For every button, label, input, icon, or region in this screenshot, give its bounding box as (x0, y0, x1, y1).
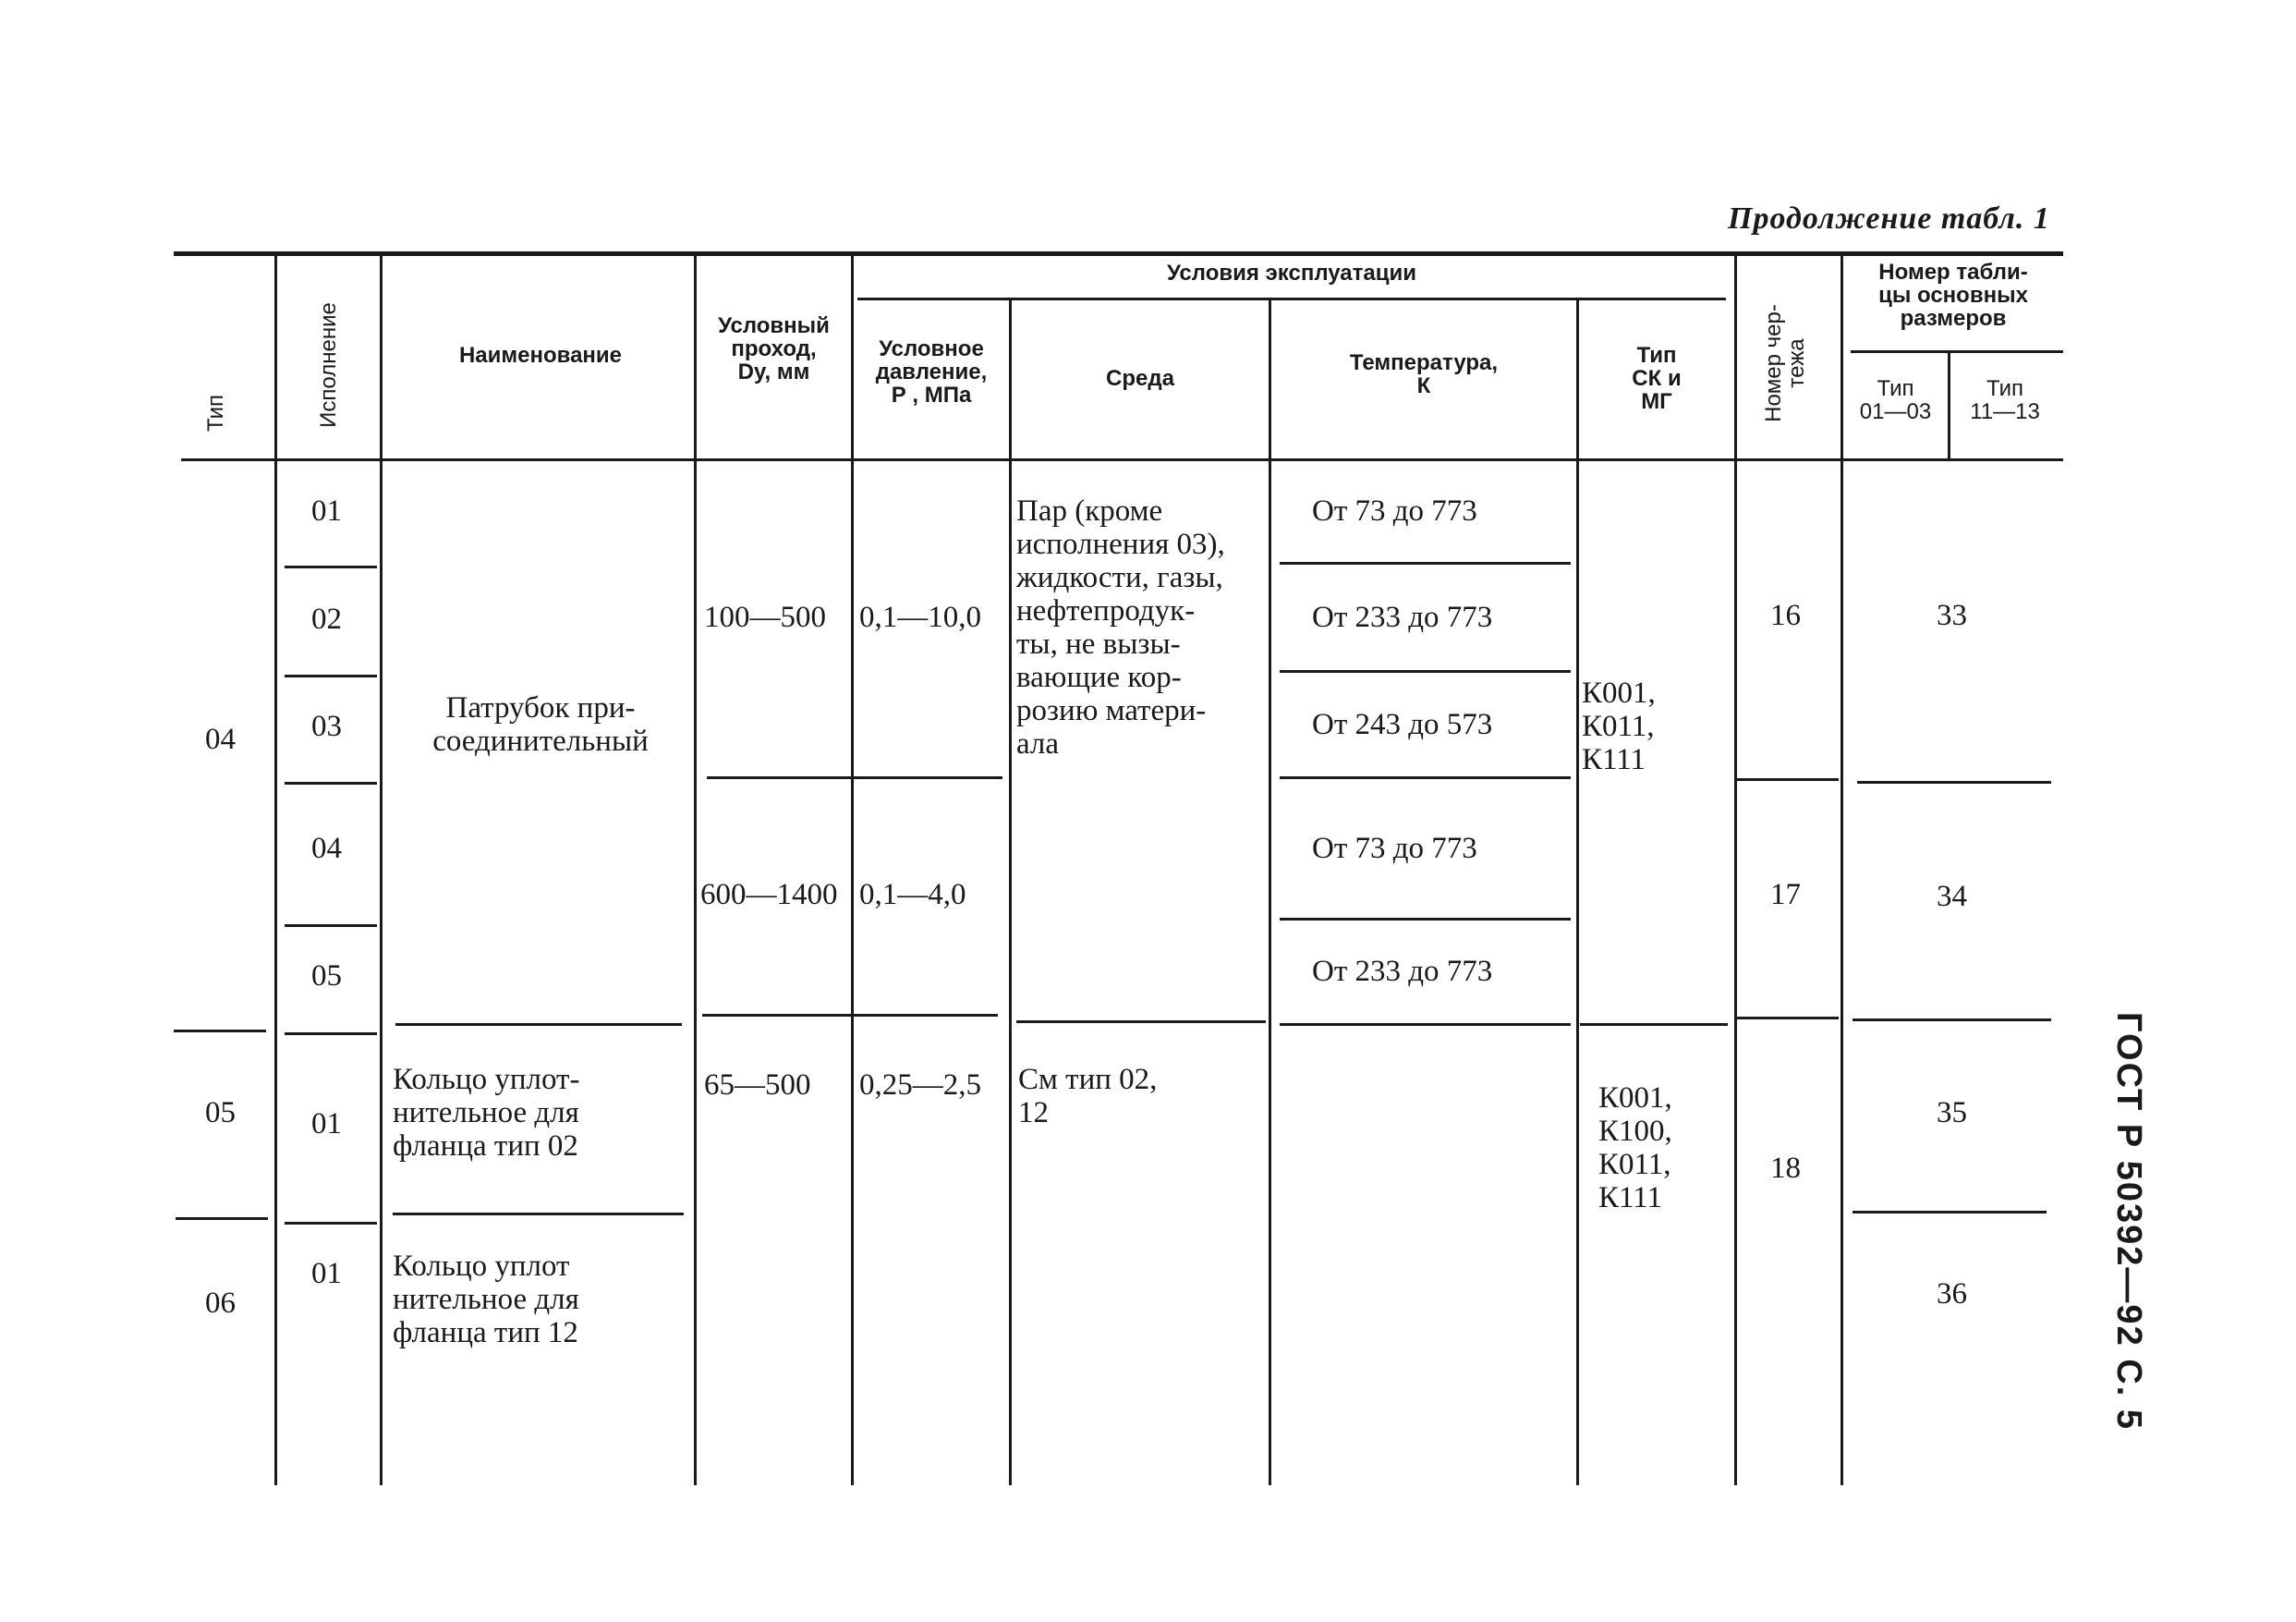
cell-p-2: 0,1—4,0 (859, 878, 966, 911)
header-dy-line-1: Условный (718, 313, 830, 338)
header-temperatura (1271, 351, 1576, 397)
col-line-8 (1734, 256, 1737, 1485)
cell-chert-16: 16 (1770, 599, 1801, 632)
col-line-9 (1840, 256, 1843, 1485)
isp-sep-2 (285, 675, 377, 677)
header-tip0103-line-1: Тип (1877, 376, 1914, 401)
header-sk-line-3: МГ (1641, 389, 1672, 414)
cell-isp-05-01: 01 (311, 1107, 342, 1140)
header-p-line-3: Р , МПа (891, 383, 972, 408)
type-sep-04-05 (174, 1030, 266, 1032)
header-tip0103-line-2: 01—03 (1859, 399, 1932, 424)
header-tip1113-line-2: 11—13 (1970, 399, 2040, 424)
header-bottom-border (181, 458, 2063, 461)
header-dy-line-2: проход, (731, 336, 817, 361)
col-line-2 (380, 256, 383, 1485)
tab-sep-1 (1857, 781, 2051, 784)
header-dy-line-3: Dу, мм (737, 360, 810, 384)
header-tip1113-line-1: Тип (1986, 376, 2023, 401)
cell-dy-2: 600—1400 (700, 878, 838, 911)
header-temp-line-2: К (1416, 373, 1431, 398)
col-line-5 (1009, 298, 1012, 1485)
cell-sk-05: К001, К100, К011, К111 (1598, 1081, 1672, 1214)
cell-type-06: 06 (205, 1287, 236, 1320)
cell-chert-17: 17 (1770, 878, 1801, 911)
cell-temp-05: От 233 до 773 (1312, 955, 1493, 988)
cell-name-04: Патрубок при- соединительный (432, 691, 649, 758)
dy-sep-05 (702, 1014, 998, 1017)
cell-tab-36: 36 (1937, 1277, 1967, 1311)
col-line-6 (1269, 298, 1271, 1485)
header-chert-line-2: тежа (1784, 338, 1809, 388)
side-document-label: ГОСТ Р 50392—92 С. 5 (2109, 1012, 2148, 1431)
temp-sep-2 (1280, 670, 1571, 673)
cell-name-06: Кольцо уплот нительное для фланца тип 12 (393, 1250, 579, 1349)
header-ispolnenie: Исполнение (316, 302, 341, 428)
cell-temp-02: От 233 до 773 (1312, 601, 1493, 634)
cell-name-05: Кольцо уплот- нительное для фланца тип 02 (393, 1063, 580, 1163)
table-caption: Продолжение табл. 1 (1728, 201, 2050, 236)
cell-dy-3: 65—500 (704, 1068, 811, 1102)
name-sep-05 (395, 1023, 682, 1026)
col-line-1 (274, 256, 277, 1485)
cell-p-3: 0,25—2,5 (859, 1068, 981, 1102)
type-sep-05-06 (176, 1217, 268, 1220)
header-sk-line-1: Тип (1636, 343, 1677, 368)
header-usloviya: Условия эксплуатации (1167, 261, 1416, 286)
cell-temp-01: От 73 до 773 (1312, 494, 1477, 528)
cell-dy-1: 100—500 (704, 601, 826, 634)
cell-isp-03: 03 (311, 710, 342, 743)
dy-p-sep-1 (707, 776, 1002, 779)
tab-sep-06 (1853, 1211, 2047, 1213)
cell-sreda-04: Пар (кроме исполнения 03), жидкости, газы, нефтепродук- ты, не вызы- вающие кор- розию матери- ала (1016, 494, 1225, 761)
header-tip-01-03 (1843, 377, 1948, 423)
cell-tab-34: 34 (1937, 880, 1967, 913)
temp-sep-4 (1280, 918, 1571, 921)
col-line-3 (694, 256, 697, 1485)
name-sep-06 (393, 1213, 684, 1215)
cell-tab-33: 33 (1937, 599, 1967, 632)
cell-p-1: 0,1—10,0 (859, 601, 981, 634)
header-temp-line-1: Температура, (1349, 350, 1499, 375)
header-nomer-chertezha (1762, 289, 1814, 437)
temp-sep-1 (1280, 562, 1571, 565)
header-nomer-tablitsy (1843, 261, 2063, 330)
cell-sk-04: К001, К011, К111 (1582, 677, 1656, 776)
header-naimenovanie: Наименование (458, 343, 623, 368)
cell-type-05: 05 (205, 1096, 236, 1129)
temp-sep-05 (1280, 1023, 1571, 1026)
header-tip: Тип (203, 395, 228, 433)
header-tip-sk (1579, 344, 1734, 413)
sreda-sep-05 (1016, 1020, 1266, 1023)
cell-temp-03: От 243 до 573 (1312, 708, 1493, 741)
sk-sep-05 (1580, 1023, 1728, 1026)
col-line-4 (851, 256, 854, 1485)
isp-sep-06 (285, 1222, 377, 1225)
isp-sep-05 (285, 1032, 377, 1035)
cell-isp-04: 04 (311, 832, 342, 865)
chert-sep-05 (1737, 1017, 1839, 1019)
table-number-underline (1851, 350, 2063, 353)
chert-sep-1 (1737, 778, 1839, 781)
header-sreda: Среда (1106, 366, 1174, 391)
cell-tab-35: 35 (1937, 1096, 1967, 1129)
isp-sep-4 (285, 924, 377, 927)
conditions-underline (857, 298, 1726, 300)
table-top-border (174, 251, 2063, 256)
cell-sreda-05: См тип 02, 12 (1018, 1063, 1158, 1129)
isp-sep-3 (285, 782, 377, 785)
header-tab-line-2: цы основных (1878, 283, 2028, 308)
header-tab-line-3: размеров (1900, 306, 2007, 331)
header-p-line-1: Условное (879, 336, 984, 361)
header-uslovny-prokhod (698, 314, 850, 384)
temp-sep-3 (1280, 776, 1571, 779)
header-tab-line-1: Номер табли- (1878, 260, 2028, 285)
col-line-7 (1576, 298, 1579, 1485)
cell-chert-18: 18 (1770, 1152, 1801, 1185)
cell-isp-02: 02 (311, 603, 342, 636)
cell-temp-04: От 73 до 773 (1312, 832, 1477, 865)
header-p-line-2: давление, (875, 360, 988, 384)
cell-isp-06-01: 01 (311, 1257, 342, 1290)
cell-type-04: 04 (205, 723, 236, 756)
cell-isp-05: 05 (311, 959, 342, 993)
header-uslovnoe-davlenie (853, 337, 1010, 407)
cell-isp-01: 01 (311, 494, 342, 528)
header-chert-line-1: Номер чер- (1761, 304, 1786, 422)
isp-sep-1 (285, 566, 377, 568)
header-tip-11-13 (1950, 377, 2059, 423)
header-sk-line-2: СК и (1632, 366, 1682, 391)
tab-sep-05 (1853, 1018, 2051, 1021)
